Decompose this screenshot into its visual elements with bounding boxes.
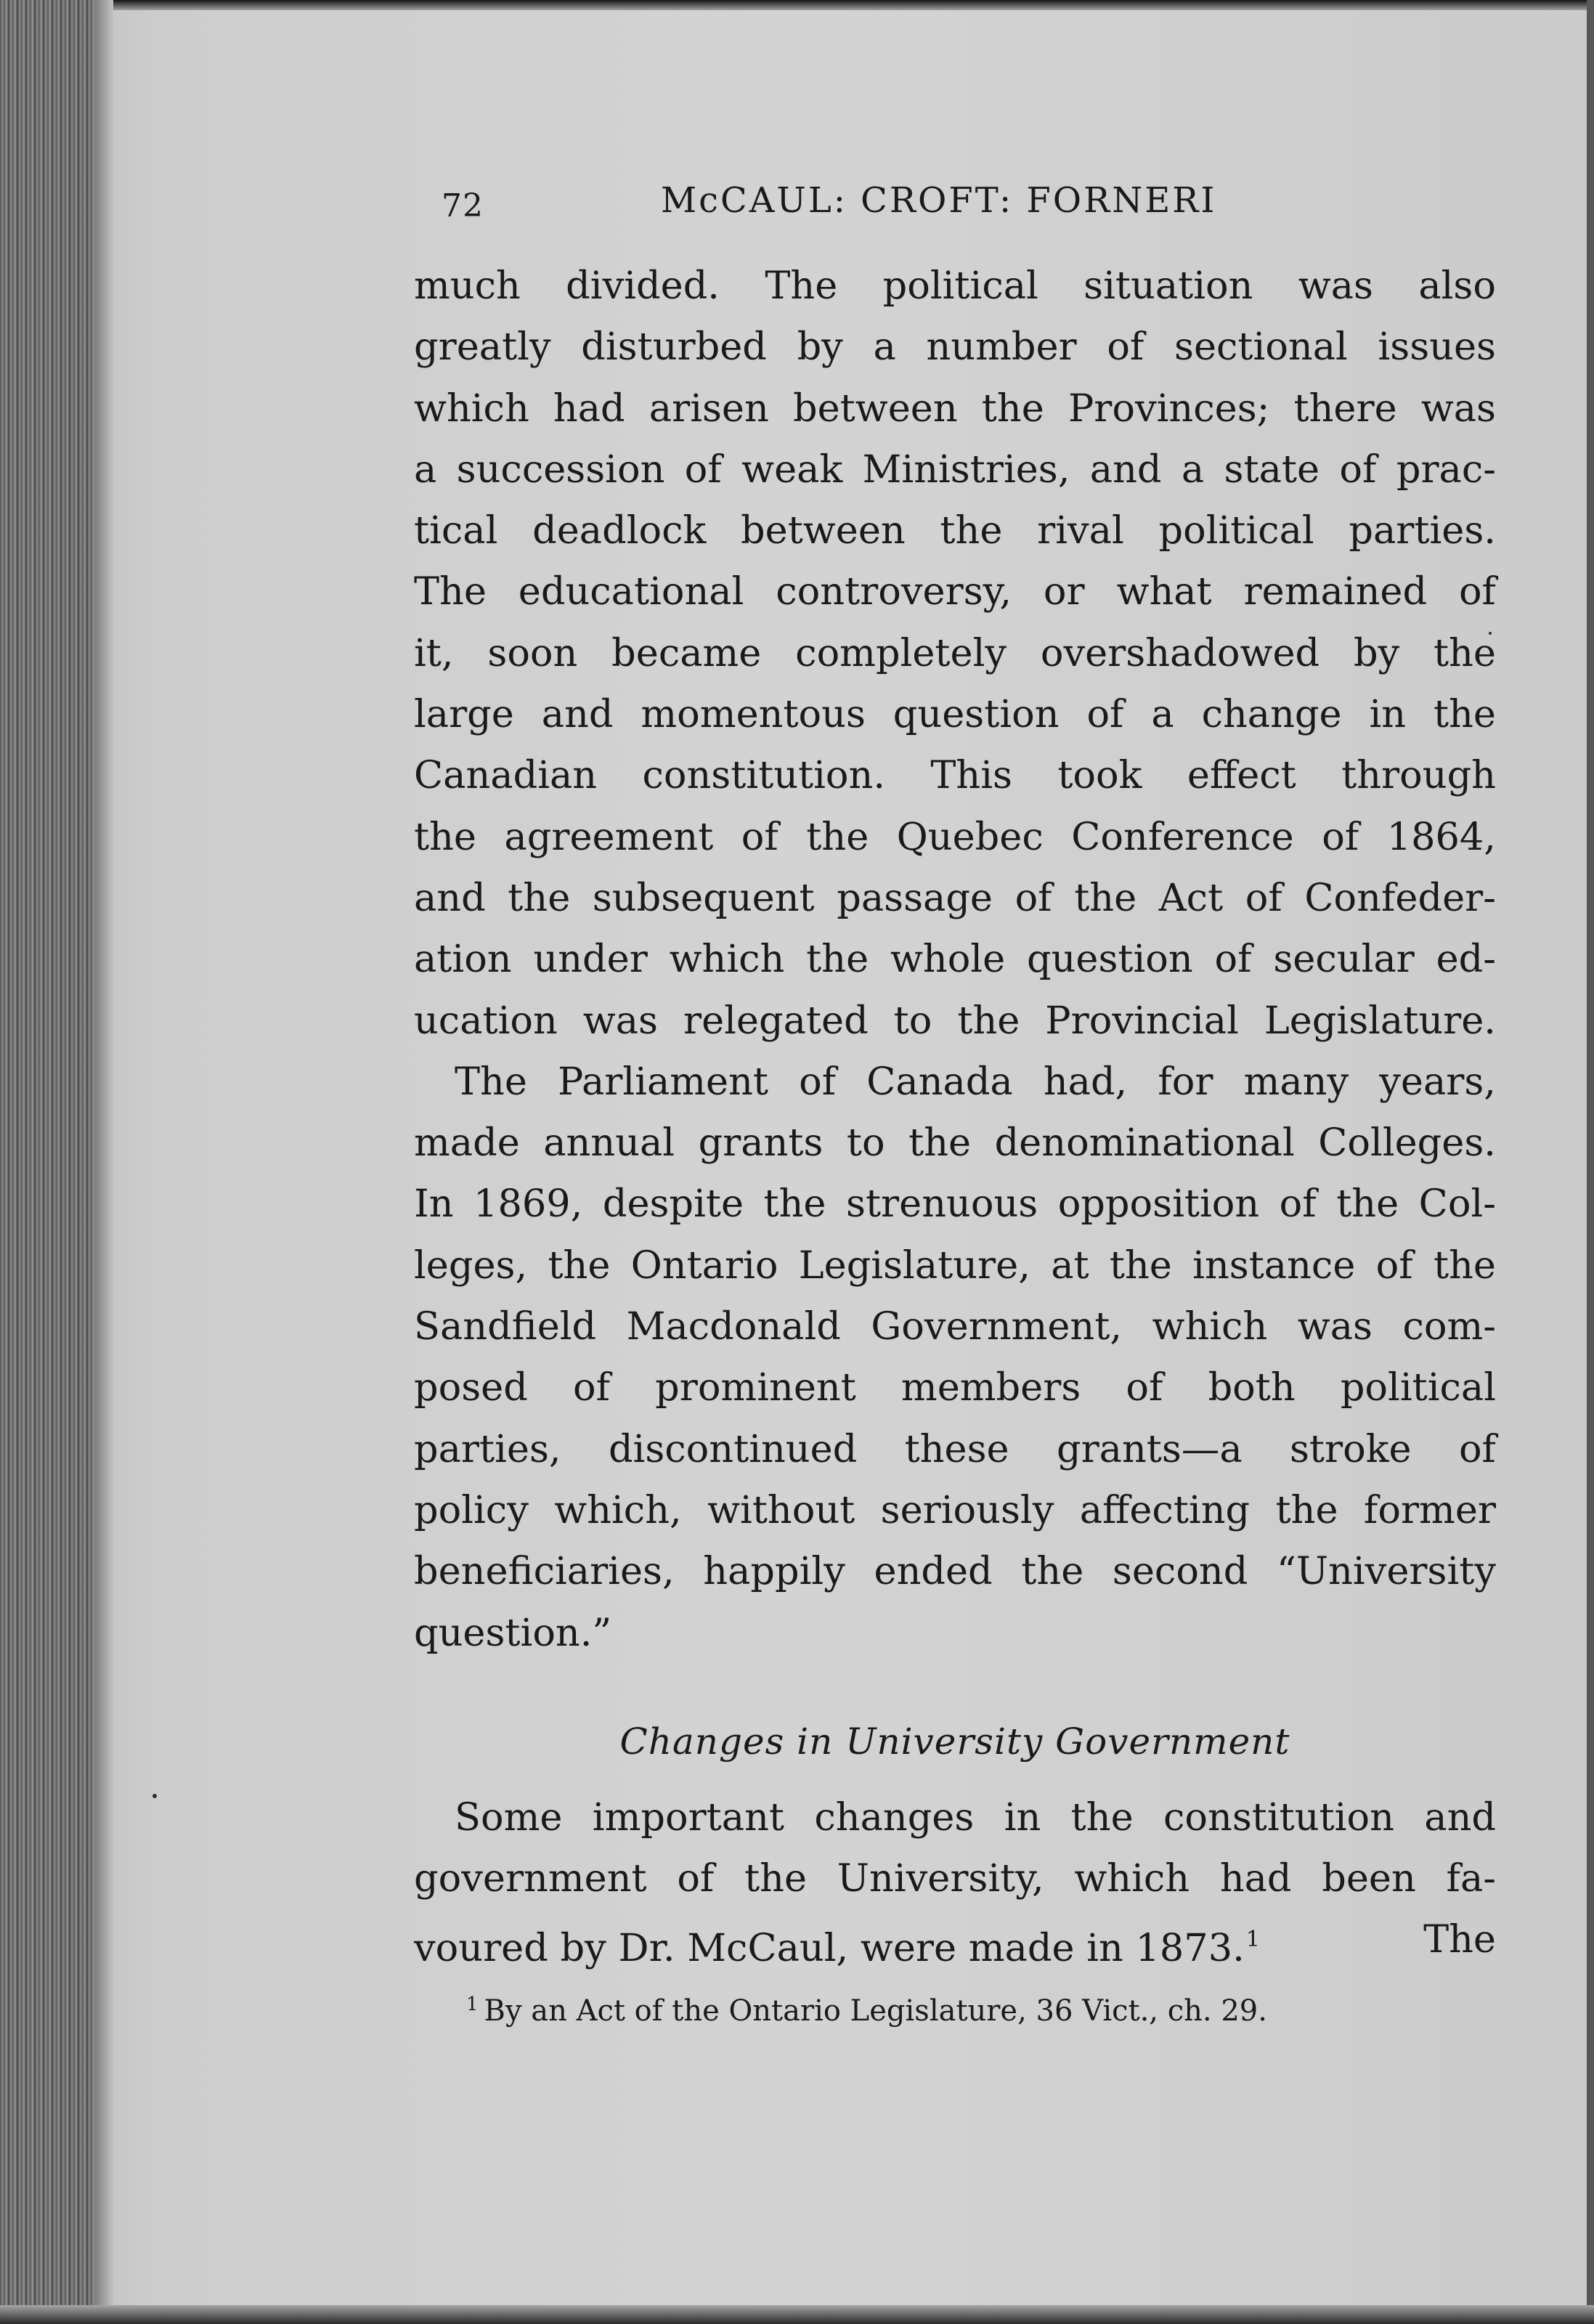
text-line-body [414,1909,1260,1979]
text-line: it, soon became completely overshadowed by the [414,630,1496,675]
text-line: tical deadlock between the rival political parties. [414,508,1496,553]
text-line: which had arisen between the Provinces; there was [414,386,1496,431]
text-line: greatly disturbed by a number of sectional issues [414,325,1496,370]
right-border [1587,0,1594,2324]
text-line: posed of prominent members of both political [414,1365,1496,1410]
text-line: beneficiaries, happily ended the second “University [414,1549,1496,1594]
text-line: government of the University, which had been fa- [414,1856,1496,1901]
dust-speck [153,1794,157,1798]
text-line: ucation was relegated to the Provincial Legislature. [414,998,1496,1043]
running-title: McCAUL: CROFT: FORNERI [661,180,1217,221]
section-heading: Changes in University Government [619,1720,1290,1763]
text-line: question.” [414,1610,612,1655]
top-border [0,0,1594,10]
text-line-tail: The [1423,1917,1496,1962]
text-line: large and momentous question of a change in the [414,692,1496,737]
binding-shadow [94,0,113,2324]
text-line-with-footnote [414,1909,1496,1979]
text-line: a succession of weak Ministries, and a state of prac- [414,447,1496,492]
footnote [414,1984,1496,2031]
text-line: The Parliament of Canada had, for many years, [455,1059,1496,1104]
footnote-reference: 1 [1245,1927,1260,1953]
footnote-mark: 1 [466,1993,479,2015]
paragraph-1 [414,256,1496,1052]
footnote-text: By an Act of the Ontario Legislature, 36 Vict., ch. 29. [484,1994,1267,2028]
text-line: made annual grants to the denominational Colleges. [414,1121,1496,1166]
text-line: The educational controversy, or what remained of [414,569,1496,614]
paragraph-2 [414,1052,1496,1664]
book-binding [0,0,94,2324]
text-line: and the subsequent passage of the Act of Confeder- [414,875,1496,920]
bottom-border [0,2305,1594,2324]
text-line: Some important changes in the constitution and [455,1795,1496,1840]
text-line: Sandfield Macdonald Government, which was com- [414,1304,1496,1349]
text-line: In 1869, despite the strenuous opposition of the Col- [414,1182,1496,1227]
paragraph-3 [414,1787,1496,1980]
page-number: 72 [442,187,484,224]
text-line: the agreement of the Quebec Conference of 1864, [414,814,1496,859]
text-line: much divided. The political situation was also [414,264,1496,308]
running-head [414,174,1496,240]
page-content [414,174,1496,2031]
text-line: ation under which the whole question of secular ed- [414,937,1496,982]
text-line: voured by Dr. McCaul, were made in 1873. [414,1926,1245,1971]
text-line: leges, the Ontario Legislature, at the instance of the [414,1243,1496,1288]
text-line: policy which, without seriously affecting the former [414,1487,1496,1532]
text-line: Canadian constitution. This took effect through [414,753,1496,798]
text-line: parties, discontinued these grants—a stroke of [414,1426,1496,1471]
